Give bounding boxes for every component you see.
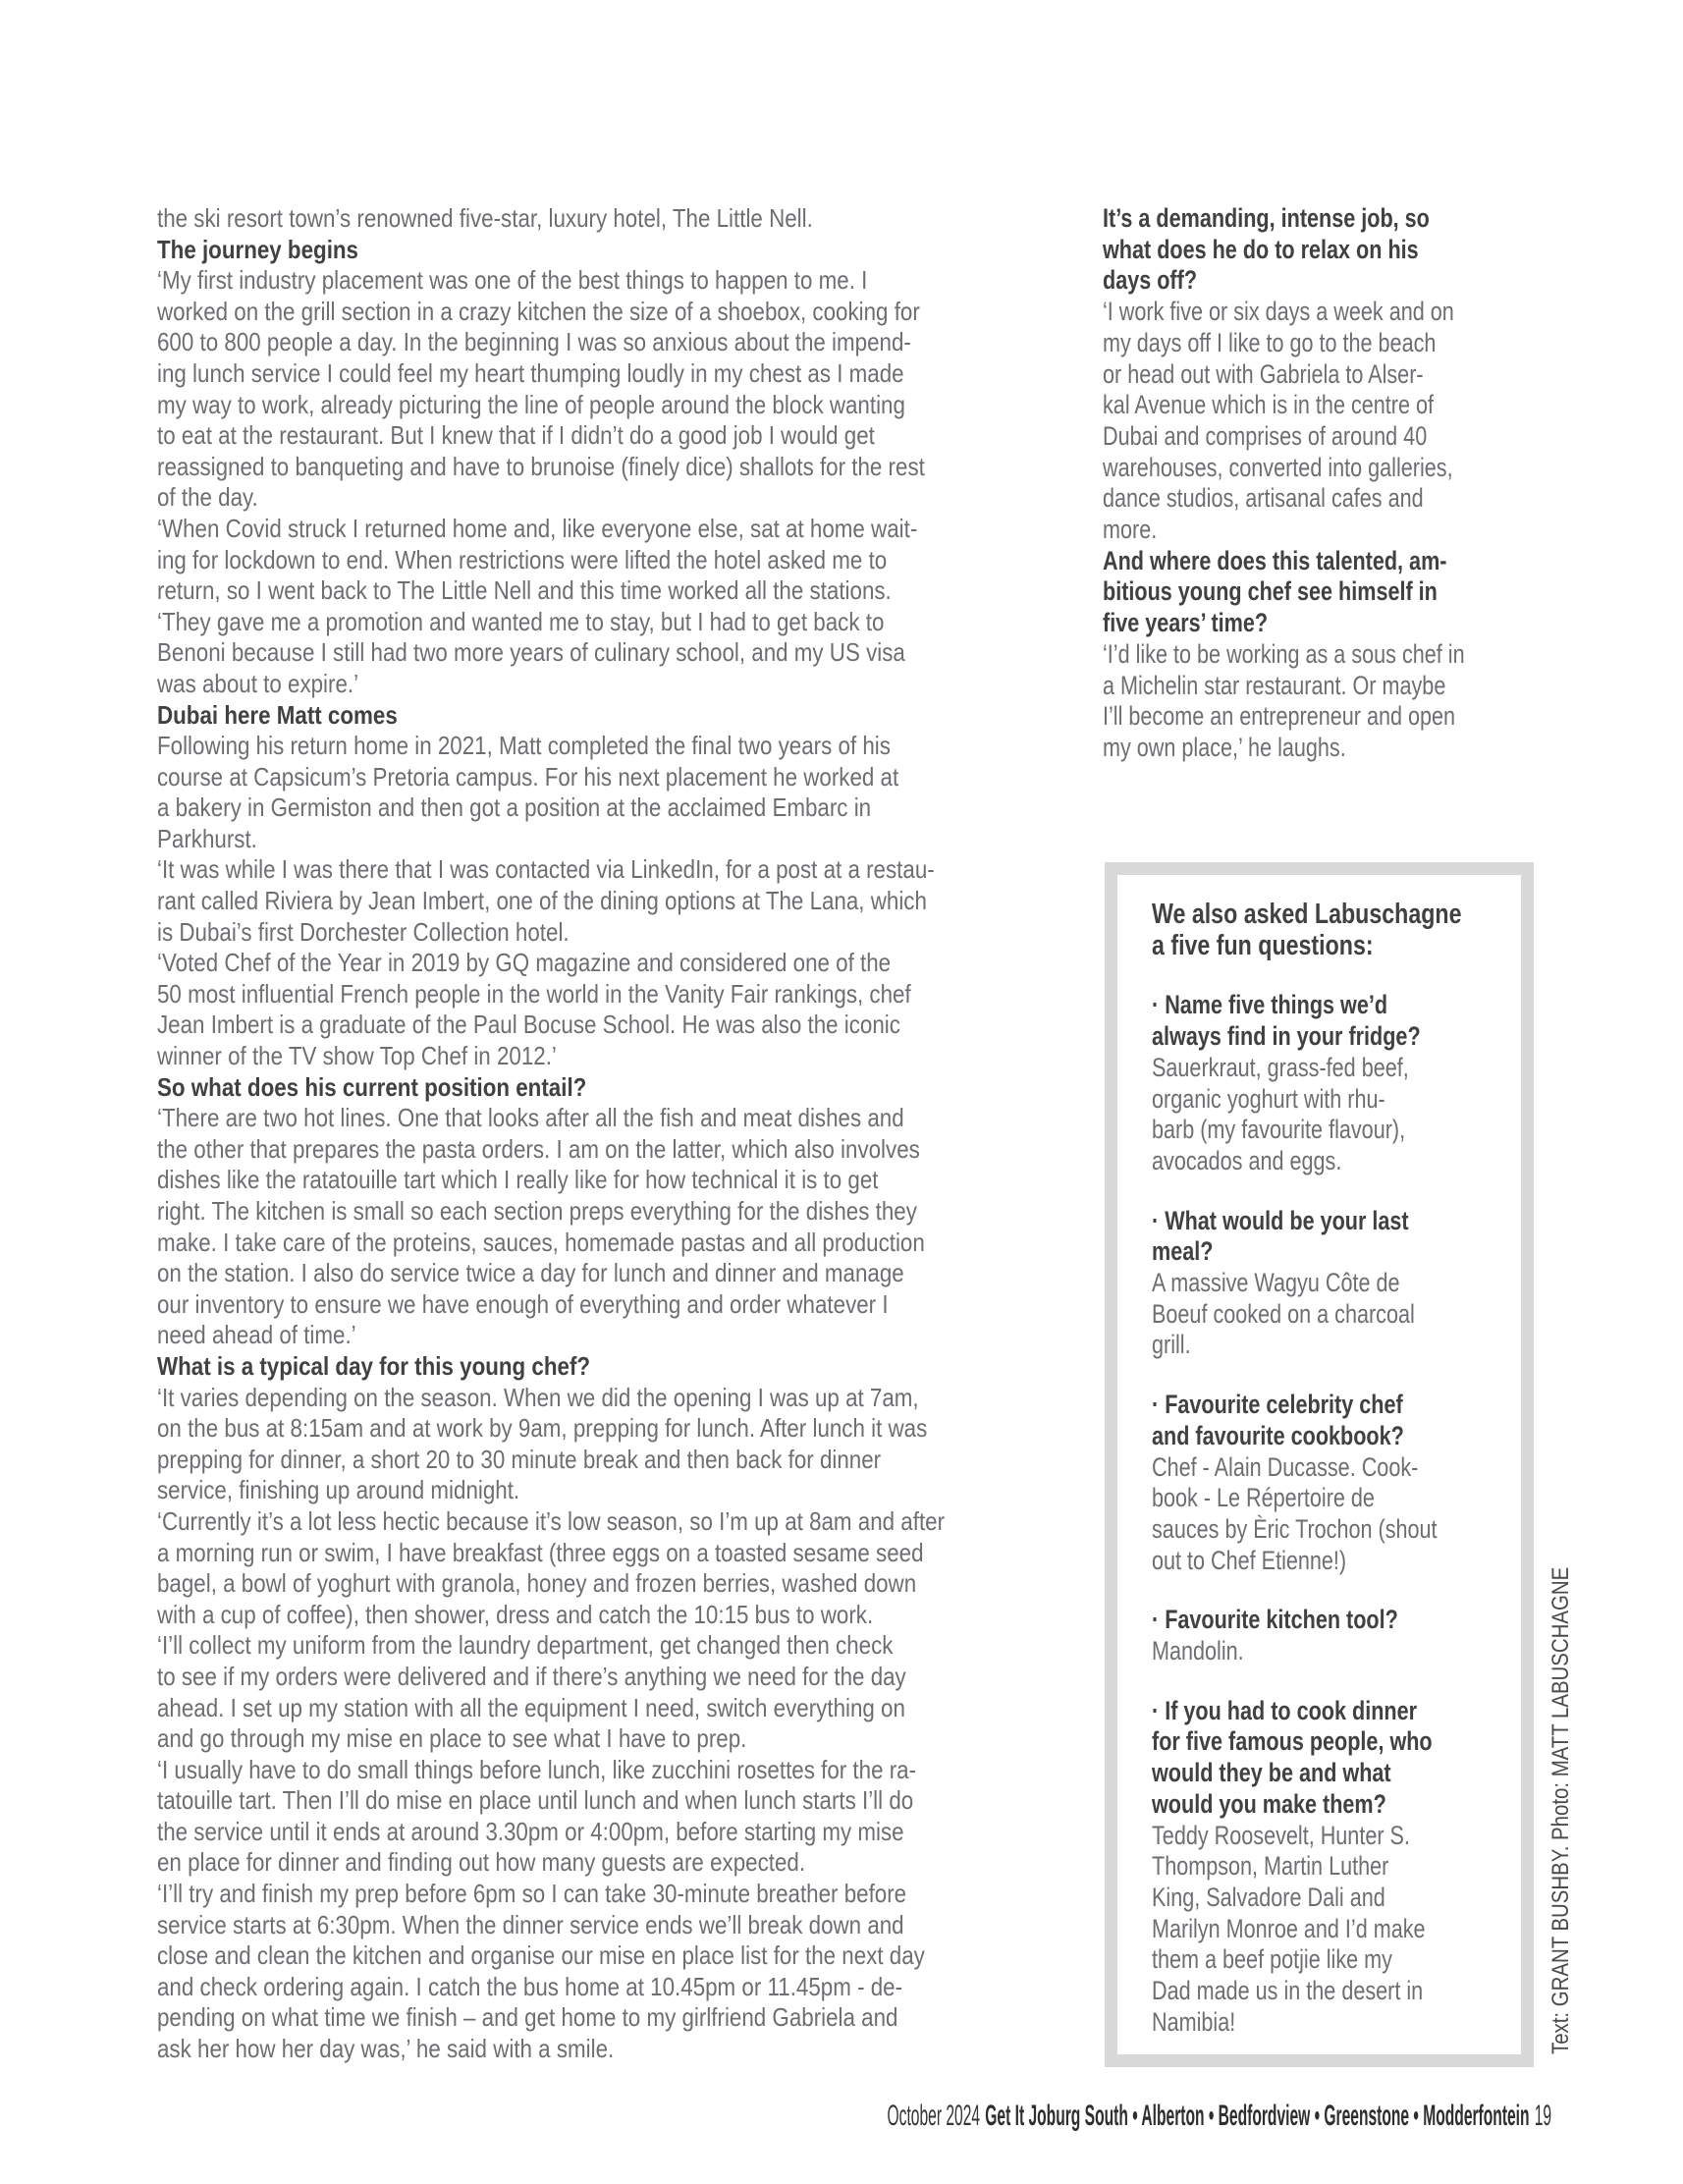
body-line: Teddy Roosevelt, Hunter S.: [1152, 1820, 1410, 1850]
heading-line: would they be and what: [1152, 1758, 1391, 1788]
fun-question-block: [1152, 990, 1461, 1176]
body-line: Marilyn Monroe and I’d make: [1152, 1913, 1426, 1943]
fun-questions-content: [1152, 900, 1461, 2039]
body-line: ‘I’ll collect my uniform from the laundry department, get changed then check: [157, 1630, 894, 1661]
body-line: more.: [1103, 515, 1158, 545]
body-line: prepping for dinner, a short 20 to 30 minute break and then back for dinner: [157, 1444, 882, 1474]
body-line: 50 most influential French people in the world in the Vanity Fair rankings, chef: [157, 978, 911, 1009]
body-line: ing lunch service I could feel my heart thumping loudly in my chest as I made: [157, 357, 904, 388]
body-line: ‘It was while I was there that I was contacted via LinkedIn, for a post at a restau-: [157, 854, 935, 885]
body-line: worked on the grill section in a crazy kitchen the size of a shoebox, cooking for: [157, 296, 920, 326]
body-line: return, so I went back to The Little Nell and this time worked all the stations.: [157, 575, 892, 606]
body-line: ask her how her day was,’ he said with a smile.: [157, 2034, 615, 2064]
body-line: right. The kitchen is small so each section preps everything for the dishes they: [157, 1196, 917, 1226]
body-line: avocados and eggs.: [1152, 1145, 1342, 1175]
body-line: A massive Wagyu Côte de: [1152, 1268, 1400, 1298]
body-line: ‘There are two hot lines. One that looks after all the fish and meat dishes and: [157, 1103, 904, 1133]
body-line: or head out with Gabriela to Alser-: [1103, 358, 1424, 389]
body-line: winner of the TV show Top Chef in 2012.’: [157, 1041, 557, 1071]
heading-line: · Favourite celebrity chef: [1152, 1390, 1403, 1420]
body-line: Jean Imbert is a graduate of the Paul Bocuse School. He was also the iconic: [157, 1010, 900, 1040]
body-line: Dad made us in the desert in: [1152, 1976, 1424, 2006]
body-line: ‘I’ll try and finish my prep before 6pm so I can take 30-minute breather before: [157, 1879, 907, 1909]
body-line: my days off I like to go to the beach: [1103, 327, 1437, 357]
body-line: Parkhurst.: [157, 823, 257, 853]
photo-credit-vertical: Text: GRANT BUSHBY. Photo: MATT LABUSCHAGNE: [1547, 1566, 1574, 2054]
heading-line: would you make them?: [1152, 1788, 1386, 1819]
body-line: a bakery in Germiston and then got a position at the acclaimed Embarc in: [157, 792, 872, 823]
body-line: dishes like the ratatouille tart which I really like for how technical it is to get: [157, 1165, 879, 1195]
fun-questions-box: [1105, 862, 1534, 2067]
heading-line: So what does his current position entail?: [157, 1071, 587, 1102]
body-line: close and clean the kitchen and organise our mise en place list for the next day: [157, 1940, 925, 1971]
body-line: ‘They gave me a promotion and wanted me to stay, but I had to get back to: [157, 606, 885, 636]
body-line: ‘It varies depending on the season. When we did the opening I was up at 7am,: [157, 1382, 919, 1412]
body-line: ‘When Covid struck I returned home and, like everyone else, sat at home wait-: [157, 513, 918, 543]
body-line: on the bus at 8:15am and at work by 9am, prepping for lunch. After lunch it was: [157, 1413, 928, 1444]
body-line: service starts at 6:30pm. When the dinner service ends we’ll break down and: [157, 1909, 904, 1939]
body-line: ‘I’d like to be working as a sous chef in: [1103, 638, 1465, 669]
body-line: kal Avenue which is in the centre of: [1103, 390, 1435, 420]
body-line: make. I take care of the proteins, sauces, homemade pastas and all production: [157, 1227, 925, 1257]
heading-line: · What would be your last: [1152, 1205, 1409, 1235]
body-line: Chef - Alain Ducasse. Cook-: [1152, 1451, 1419, 1482]
body-line: bagel, a bowl of yoghurt with granola, honey and frozen berries, washed down: [157, 1568, 917, 1599]
body-line: the service until it ends at around 3.30pm or 4:00pm, before starting my mise: [157, 1816, 904, 1846]
fun-question-block: [1152, 1696, 1461, 2039]
heading-line: bitious young chef see himself in: [1103, 576, 1438, 607]
body-line: our inventory to ensure we have enough of everything and order whatever I: [157, 1288, 889, 1319]
fun-question-block: [1152, 1390, 1461, 1576]
body-line: and check ordering again. I catch the bus home at 10.45pm or 11.45pm - de-: [157, 1971, 903, 2001]
body-line: to see if my orders were delivered and if there’s anything we need for the day: [157, 1661, 906, 1691]
body-line: with a cup of coffee), then shower, dress and catch the 10:15 bus to work.: [157, 1599, 874, 1629]
body-line: King, Salvadore Dali and: [1152, 1882, 1385, 1912]
body-line: was about to expire.’: [157, 668, 359, 698]
heading-line: And where does this talented, am-: [1103, 545, 1447, 575]
footer-publication-regions: Get It Joburg South • Alberton • Bedfordview • Greenstone • Modderfontein: [985, 2100, 1530, 2132]
heading-line: for five famous people, who: [1152, 1726, 1433, 1757]
body-line: my way to work, already picturing the line of people around the block wanting: [157, 389, 905, 419]
heading-line: It’s a demanding, intense job, so: [1103, 203, 1430, 233]
heading-line: Dubai here Matt comes: [157, 699, 398, 730]
body-line: is Dubai’s first Dorchester Collection hotel.: [157, 916, 570, 947]
heading-line: a five fun questions:: [1152, 929, 1374, 961]
body-line: reassigned to banqueting and have to brunoise (finely dice) shallots for the rest: [157, 451, 925, 481]
fun-question-block: [1152, 1605, 1461, 1666]
body-line: and go through my mise en place to see what I have to prep.: [157, 1723, 747, 1754]
heading-line: what does he do to relax on his: [1103, 234, 1419, 264]
body-line: barb (my favourite flavour),: [1152, 1115, 1406, 1145]
body-line: rant called Riviera by Jean Imbert, one of the dining options at The Lana, which: [157, 886, 927, 916]
body-line: ‘My first industry placement was one of the best things to happen to me. I: [157, 265, 868, 296]
heading-line: The journey begins: [157, 234, 359, 264]
body-line: ‘Currently it’s a lot less hectic because it’s low season, so I’m up at 8am and after: [157, 1505, 946, 1536]
body-line: course at Capsicum’s Pretoria campus. For his next placement he worked at: [157, 761, 899, 792]
body-line: Mandolin.: [1152, 1636, 1244, 1666]
fun-question-block: [1152, 1206, 1461, 1362]
body-line: grill.: [1152, 1330, 1191, 1360]
heading-line: and favourite cookbook?: [1152, 1420, 1404, 1450]
body-line: warehouses, converted into galleries,: [1103, 452, 1453, 482]
body-line: Namibia!: [1152, 2006, 1236, 2037]
body-line: service, finishing up around midnight.: [157, 1475, 520, 1505]
body-line: en place for dinner and finding out how many guests are expected.: [157, 1847, 806, 1878]
body-line: a Michelin star restaurant. Or maybe: [1103, 670, 1446, 700]
body-line: a morning run or swim, I have breakfast (three eggs on a toasted sesame seed: [157, 1537, 924, 1567]
body-line: pending on what time we finish – and get home to my girlfriend Gabriela and: [157, 2002, 898, 2033]
body-line: ahead. I set up my station with all the equipment I need, switch everything on: [157, 1692, 905, 1722]
body-line: ‘I work five or six days a week and on: [1103, 297, 1454, 327]
heading-line: meal?: [1152, 1236, 1214, 1267]
article-left-column: [157, 203, 945, 2065]
heading-line: · If you had to cook dinner: [1152, 1695, 1417, 1725]
body-line: organic yoghurt with rhu-: [1152, 1083, 1385, 1114]
footer-issue-date: October 2024: [887, 2100, 980, 2132]
heading-line: · Name five things we’d: [1152, 990, 1388, 1020]
heading-line: What is a typical day for this young chef?: [157, 1350, 591, 1381]
page-footer: [887, 2100, 1551, 2133]
body-line: on the station. I also do service twice a day for lunch and dinner and manage: [157, 1258, 904, 1288]
body-line: out to Chef Etienne!): [1152, 1545, 1347, 1575]
body-line: Following his return home in 2021, Matt completed the final two years of his: [157, 731, 891, 761]
heading-line: · Favourite kitchen tool?: [1152, 1605, 1398, 1635]
body-line: need ahead of time.’: [157, 1320, 356, 1350]
body-line: to eat at the restaurant. But I knew that if I didn’t do a good job I would get: [157, 420, 875, 451]
body-line: 600 to 800 people a day. In the beginning I was so anxious about the impend-: [157, 327, 911, 357]
footer-page-number: 19: [1534, 2100, 1551, 2132]
body-line: my own place,’ he laughs.: [1103, 732, 1346, 762]
body-line: them a beef potjie like my: [1152, 1944, 1392, 1975]
body-line: sauces by Èric Trochon (shout: [1152, 1513, 1438, 1544]
body-line: dance studios, artisanal cafes and: [1103, 483, 1424, 514]
body-line: Boeuf cooked on a charcoal: [1152, 1298, 1415, 1329]
body-line: Thompson, Martin Luther: [1152, 1851, 1389, 1882]
body-line: Benoni because I still had two more years of culinary school, and my US visa: [157, 637, 905, 668]
heading-line: five years’ time?: [1103, 608, 1269, 638]
body-line: Sauerkraut, grass-fed beef,: [1152, 1052, 1409, 1082]
body-line: I’ll become an entrepreneur and open: [1103, 701, 1456, 732]
heading-line: always find in your fridge?: [1152, 1021, 1421, 1052]
body-line: of the day.: [157, 482, 258, 513]
heading-line: We also asked Labuschagne: [1152, 899, 1462, 930]
body-line: ‘Voted Chef of the Year in 2019 by GQ magazine and considered one of the: [157, 948, 892, 978]
body-line: ing for lockdown to end. When restrictions were lifted the hotel asked me to: [157, 544, 888, 574]
body-line: the other that prepares the pasta orders. I am on the latter, which also involves: [157, 1133, 920, 1164]
article-right-column: [1103, 203, 1465, 764]
body-line: Dubai and comprises of around 40: [1103, 420, 1428, 451]
body-line: tatouille tart. Then I’ll do mise en place until lunch and when lunch starts I’ll do: [157, 1785, 914, 1816]
body-line: ‘I usually have to do small things before lunch, like zucchini rosettes for the ra-: [157, 1754, 917, 1784]
body-line: book - Le Répertoire de: [1152, 1483, 1375, 1513]
heading-line: days off?: [1103, 265, 1198, 296]
body-line: the ski resort town’s renowned five-star, luxury hotel, The Little Nell.: [157, 203, 813, 233]
